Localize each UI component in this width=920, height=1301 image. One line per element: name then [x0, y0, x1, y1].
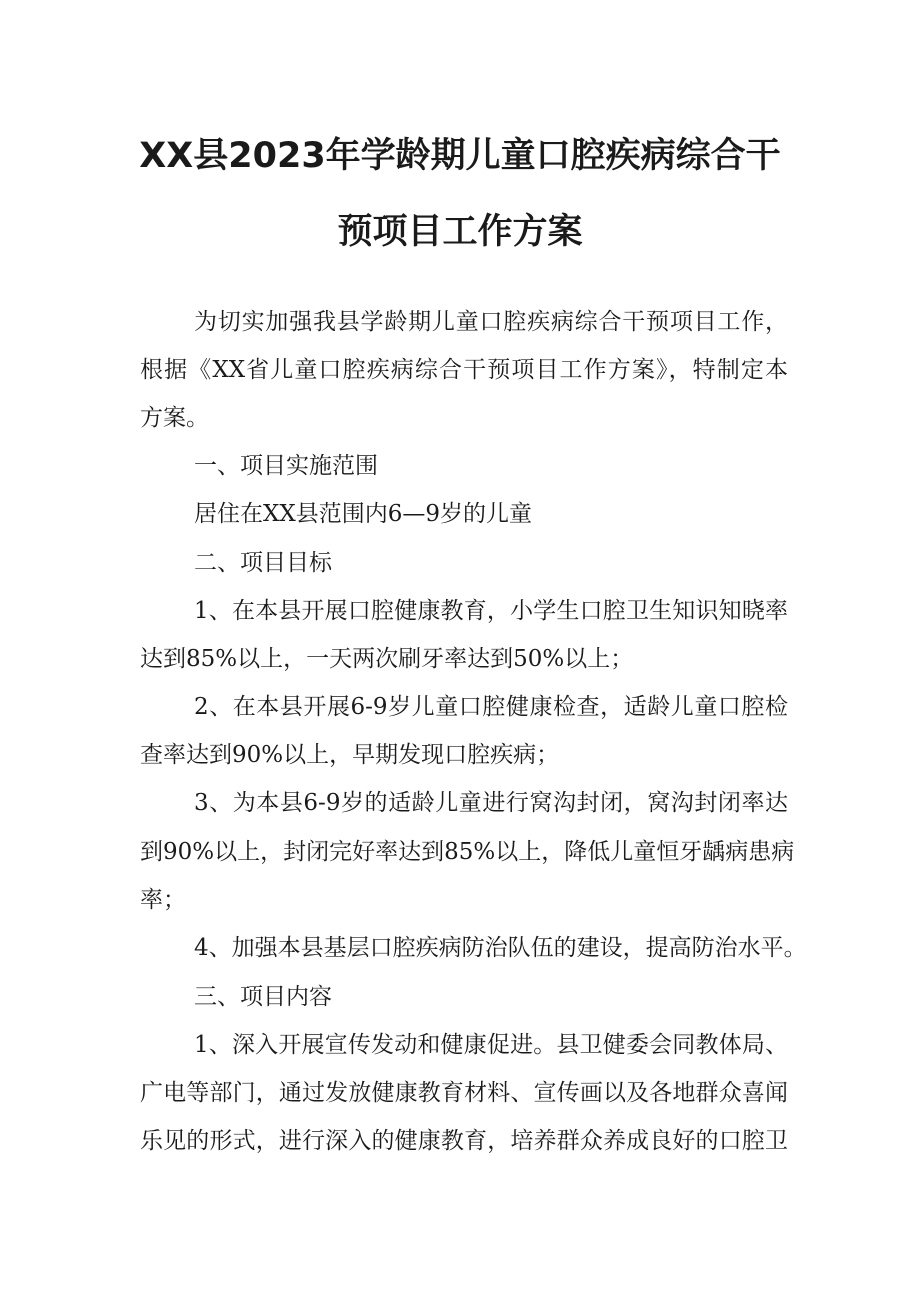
goal-2-line-1: 2、在本县开展6-9岁儿童口腔健康检查，适龄儿童口腔检 — [194, 694, 788, 720]
section-heading-3: 三、项目内容 — [194, 984, 332, 1010]
goal-1-line-1: 1、在本县开展口腔健康教育，小学生口腔卫生知识知晓率 — [194, 598, 788, 624]
intro-line-1: 为切实加强我县学龄期儿童口腔疾病综合干预项目工作， — [194, 309, 788, 335]
goal-2-line-2: 查率达到90%以上，早期发现口腔疾病； — [140, 742, 560, 768]
intro-line-3: 方案。 — [140, 405, 209, 431]
intro-line-2: 根据《XX省儿童口腔疾病综合干预项目工作方案》，特制定本 — [140, 357, 788, 383]
content-1-line-2: 广电等部门，通过发放健康教育材料、宣传画以及各地群众喜闻 — [140, 1080, 788, 1106]
content-1-line-1: 1、深入开展宣传发动和健康促进。县卫健委会同教体局、 — [194, 1032, 788, 1058]
section-heading-1: 一、项目实施范围 — [194, 453, 378, 479]
goal-3-line-3: 率； — [140, 887, 186, 913]
scope-text: 居住在XX县范围内6—9岁的儿童 — [194, 501, 533, 527]
content-1-line-3: 乐见的形式，进行深入的健康教育，培养群众养成良好的口腔卫 — [140, 1128, 788, 1154]
goal-3-line-2: 到90%以上，封闭完好率达到85%以上，降低儿童恒牙龋病患病 — [140, 839, 795, 865]
goal-3-line-1: 3、为本县6-9岁的适龄儿童进行窝沟封闭，窝沟封闭率达 — [194, 790, 788, 816]
goal-4-line-1: 4、加强本县基层口腔疾病防治队伍的建设，提高防治水平。 — [194, 935, 807, 961]
document-title-line-1: XX县2023年学龄期儿童口腔疾病综合干 — [139, 136, 781, 176]
section-heading-2: 二、项目目标 — [194, 550, 332, 576]
goal-1-line-2: 达到85%以上，一天两次刷牙率达到50%以上； — [140, 646, 634, 672]
document-title-line-2: 预项目工作方案 — [337, 212, 583, 252]
